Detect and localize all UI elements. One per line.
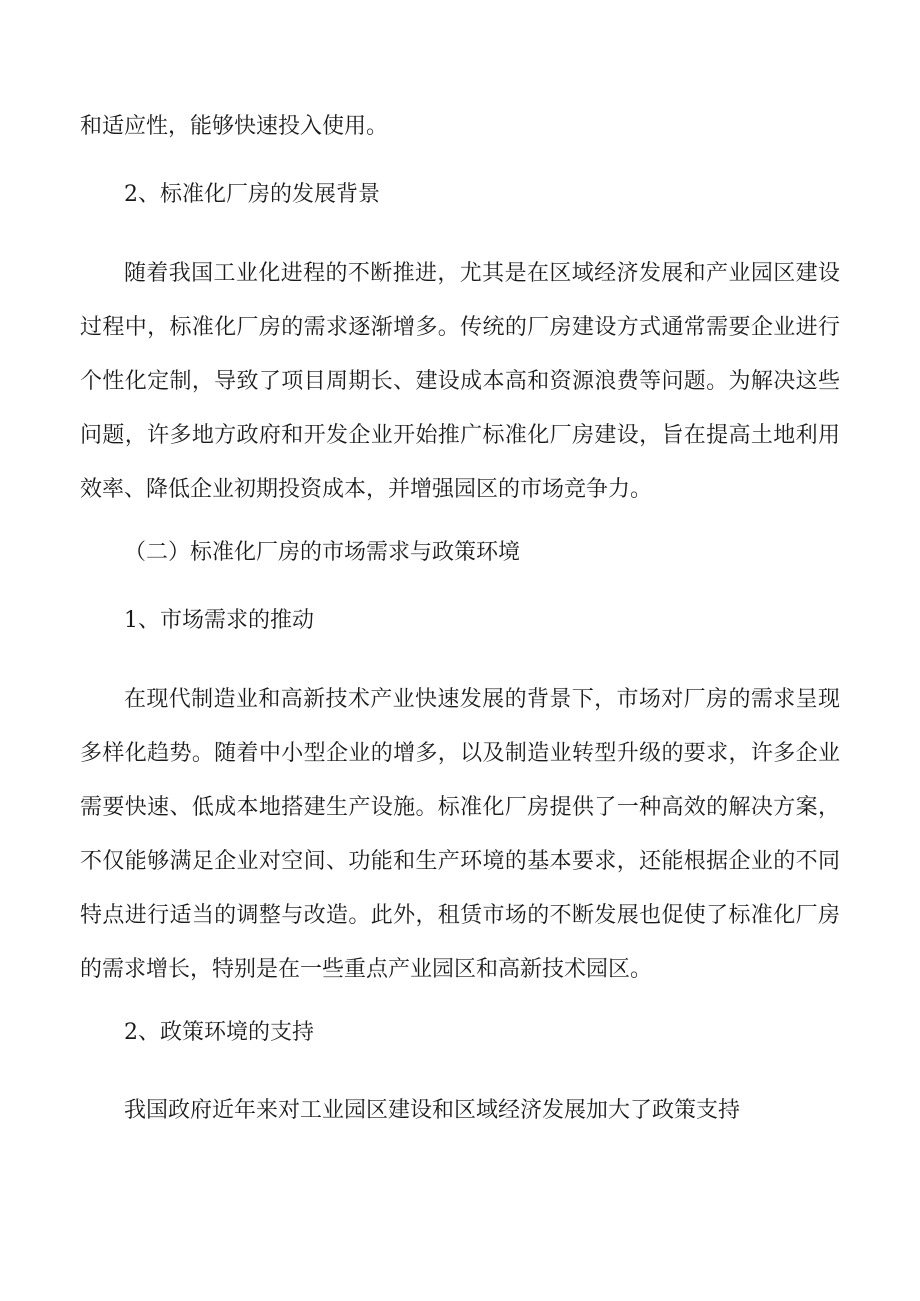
subheading-market-demand: 1、市场需求的推动 — [124, 608, 314, 633]
subheading-development-background: 2、标准化厂房的发展背景 — [124, 182, 380, 207]
section-heading-market-demand-policy: （二）标准化厂房的市场需求与政策环境 — [124, 540, 521, 565]
paragraph-policy-support: 我国政府近年来对工业园区建设和区域经济发展加大了政策支持 — [124, 1098, 741, 1123]
paragraph-continuation: 和适应性，能够快速投入使用。 — [80, 114, 389, 139]
paragraph-development-background: 随着我国工业化进程的不断推进，尤其是在区域经济发展和产业园区建设过程中，标准化厂房的需求逐渐增多。传统的厂房建设方式通常需要企业进行个性化定制，导致了项目周期长、建设成本高和资源浪费等问题。为解决这些问题，许多地方政府和开发企业开始推广标准化厂房建设，旨在提高土地利用效率、降低企业初期投资成本，并增强园区的市场竞争力。 — [80, 261, 840, 502]
subheading-policy-support: 2、政策环境的支持 — [124, 1020, 314, 1045]
paragraph-market-demand: 在现代制造业和高新技术产业快速发展的背景下，市场对厂房的需求呈现多样化趋势。随着中小型企业的增多，以及制造业转型升级的要求，许多企业需要快速、低成本地搭建生产设施。标准化厂房提供了一种高效的解决方案，不仅能够满足企业对空间、功能和生产环境的基本要求，还能根据企业的不同特点进行适当的调整与改造。此外，租赁市场的不断发展也促使了标准化厂房的需求增长，特别是在一些重点产业园区和高新技术园区。 — [80, 687, 840, 982]
